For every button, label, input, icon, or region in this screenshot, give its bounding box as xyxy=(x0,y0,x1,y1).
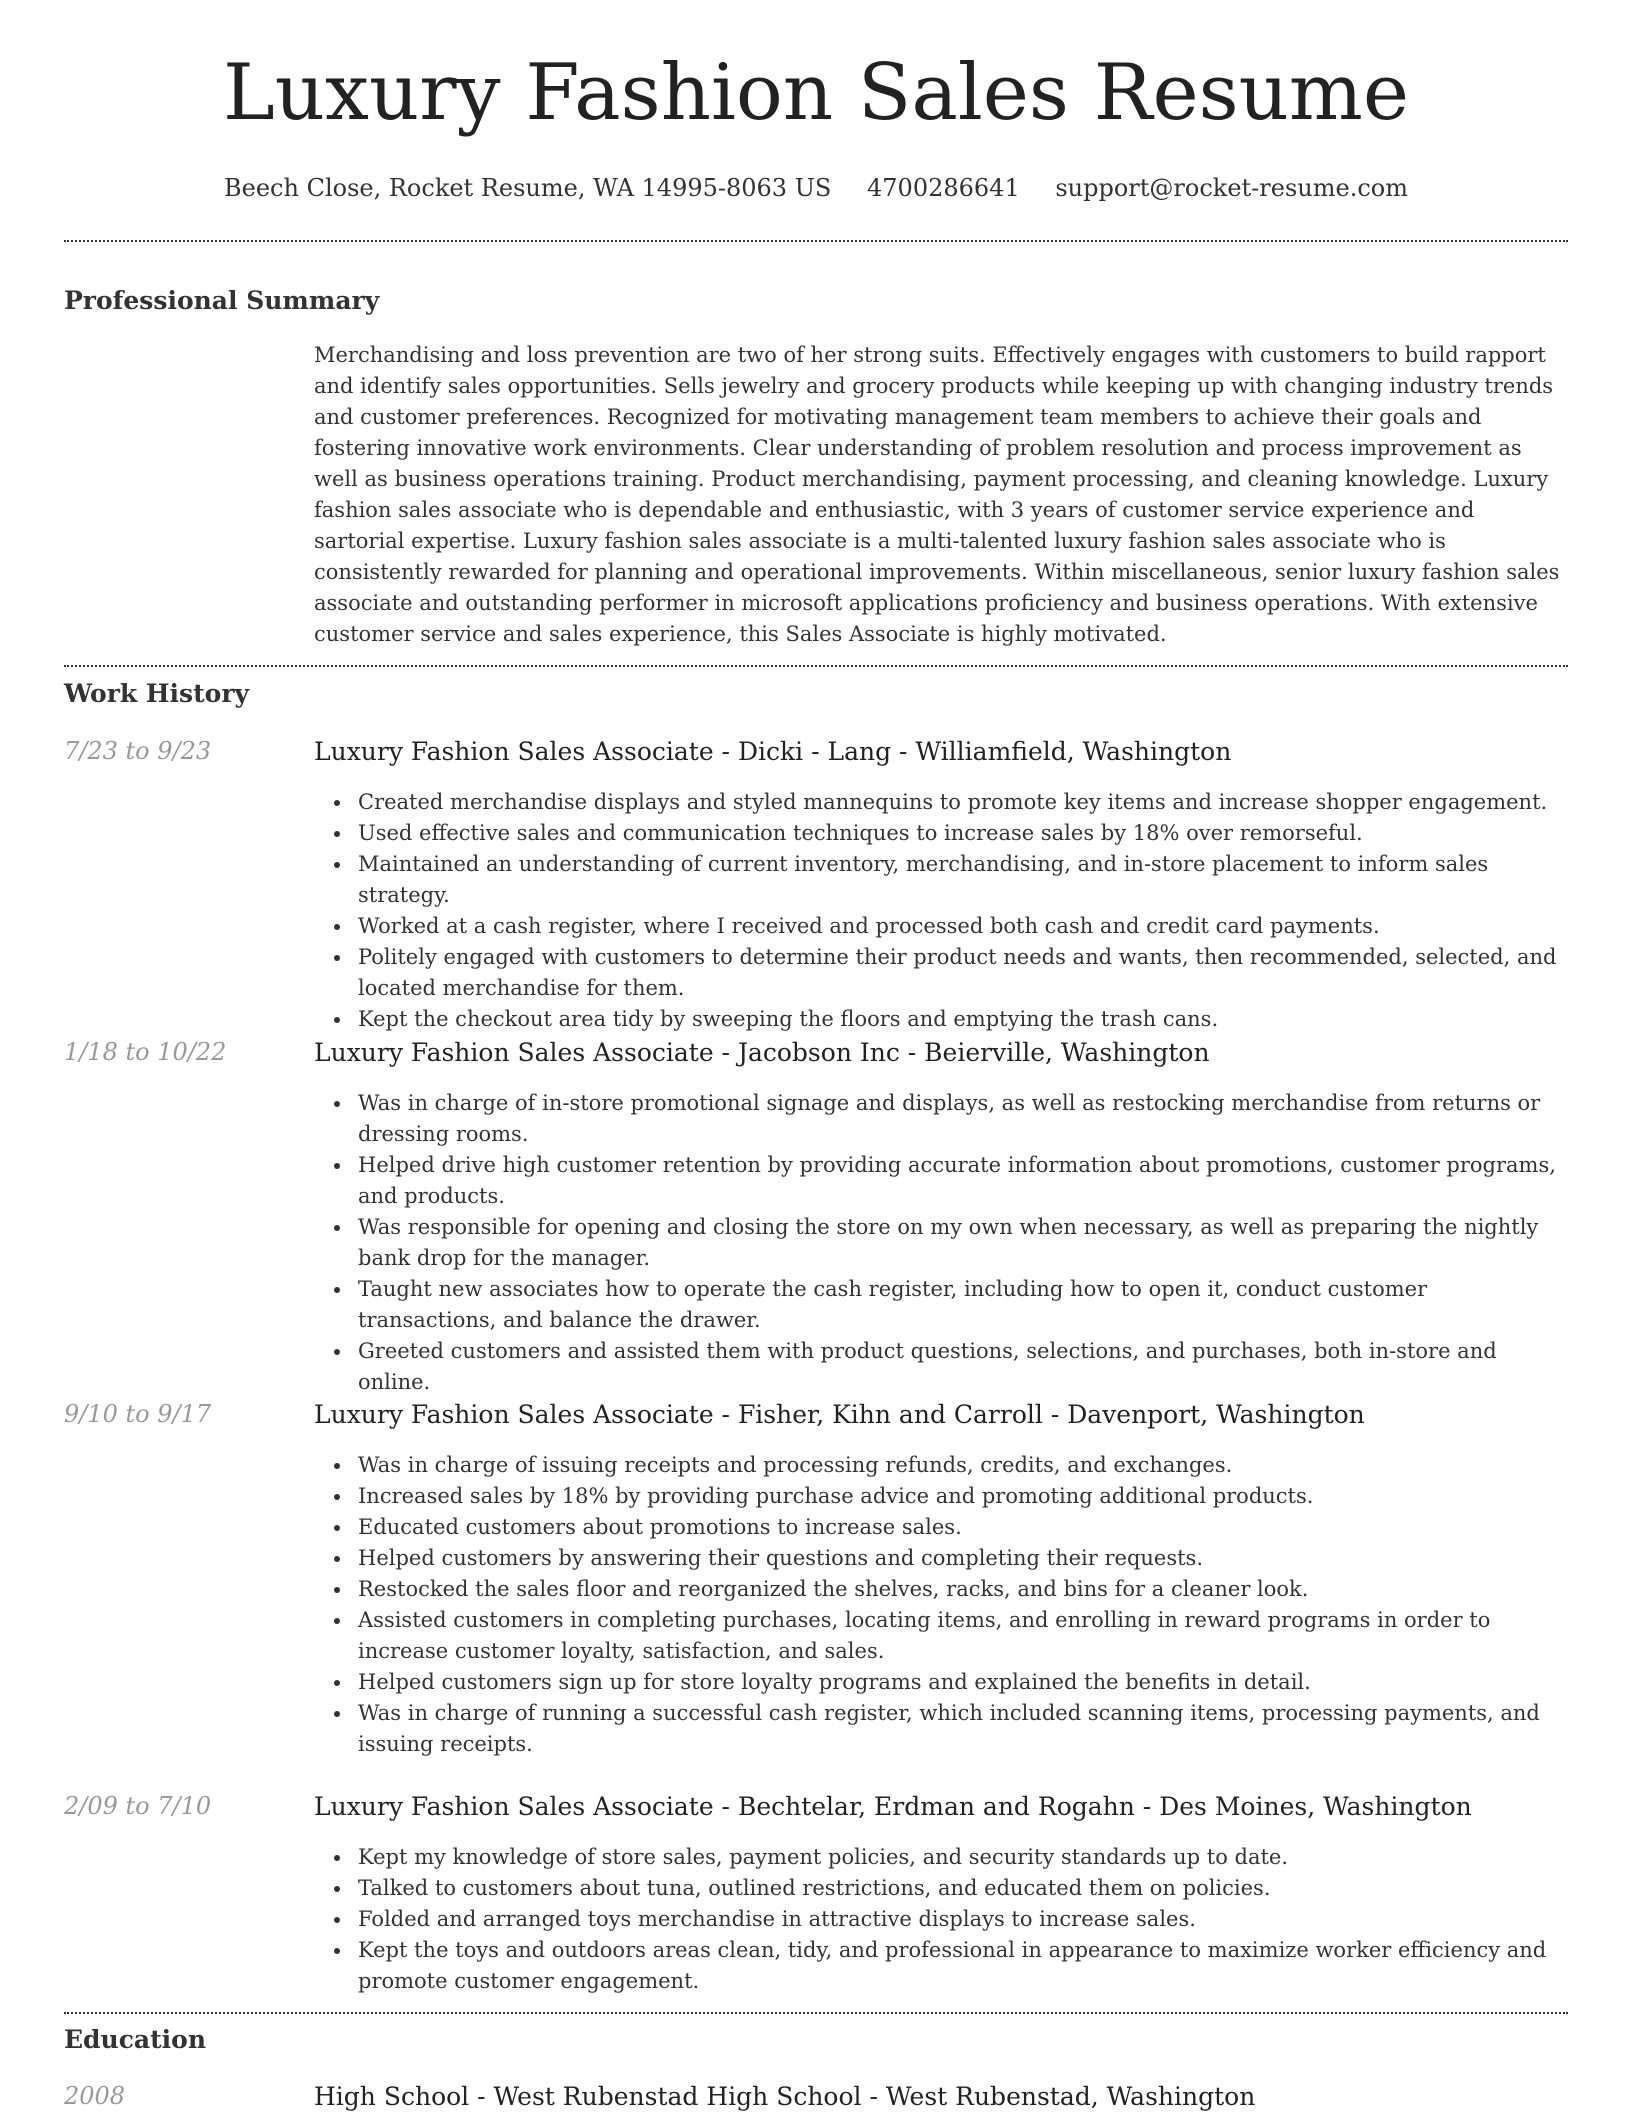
section-title-education: Education xyxy=(64,2025,207,2054)
education-entry xyxy=(64,2082,1568,2112)
list-item: Created merchandise displays and styled mannequins to promote key items and increase shopper engagement. xyxy=(314,787,1568,818)
contact-phone: 4700286641 xyxy=(867,174,1020,202)
job-bullets xyxy=(314,1842,1568,1997)
job-bullets xyxy=(314,1450,1568,1760)
list-item: Was responsible for opening and closing the store on my own when necessary, as well as preparing the nightly bank drop for the manager. xyxy=(314,1212,1568,1274)
list-item: Talked to customers about tuna, outlined restrictions, and educated them on policies. xyxy=(314,1873,1568,1904)
job-title: Luxury Fashion Sales Associate - Bechtelar, Erdman and Rogahn - Des Moines, Washington xyxy=(314,1792,1472,1821)
divider xyxy=(64,2012,1568,2014)
job-bullets xyxy=(314,1088,1568,1398)
contact-address: Beech Close, Rocket Resume, WA 14995-8063 US xyxy=(224,174,832,202)
list-item: Folded and arranged toys merchandise in attractive displays to increase sales. xyxy=(314,1904,1568,1935)
summary-text: Merchandising and loss prevention are two of her strong suits. Effectively engages with customers to build rapport and identify sales opportunities. Sells jewelry and grocery products while keeping up with changing industry trends and customer preferences. Recognized for motivating management team members to achieve their goals and fostering innovative work environments. Clear understanding of problem resolution and process improvement as well as business operations training. Product merchandising, payment processing, and cleaning knowledge. Luxury fashion sales associate who is dependable and enthusiastic, with 3 years of customer service experience and sartorial expertise. Luxury fashion sales associate is a multi-talented luxury fashion sales associate who is consistently rewarded for planning and operational improvements. Within miscellaneous, senior luxury fashion sales associate and outstanding performer in microsoft applications proficiency and business operations. With extensive customer service and sales experience, this Sales Associate is highly motivated. xyxy=(314,343,1560,646)
job-date: 1/18 to 10/22 xyxy=(64,1038,227,1066)
job-title: Luxury Fashion Sales Associate - Jacobson Inc - Beierville, Washington xyxy=(314,1038,1210,1067)
job-date: 2/09 to 7/10 xyxy=(64,1792,212,1820)
list-item: Maintained an understanding of current inventory, merchandising, and in-store placement to inform sales strategy. xyxy=(314,849,1568,911)
list-item: Helped drive high customer retention by providing accurate information about promotions, customer programs, and products. xyxy=(314,1150,1568,1212)
list-item: Educated customers about promotions to increase sales. xyxy=(314,1512,1568,1543)
job-title: Luxury Fashion Sales Associate - Fisher, Kihn and Carroll - Davenport, Washington xyxy=(314,1400,1365,1429)
job-entry xyxy=(64,1792,1568,2002)
list-item: Restocked the sales floor and reorganized the shelves, racks, and bins for a cleaner look. xyxy=(314,1574,1568,1605)
divider xyxy=(64,240,1568,242)
list-item: Greeted customers and assisted them with product questions, selections, and purchases, both in-store and online. xyxy=(314,1336,1568,1398)
list-item: Taught new associates how to operate the cash register, including how to open it, conduct customer transactions, and balance the drawer. xyxy=(314,1274,1568,1336)
education-date: 2008 xyxy=(64,2082,126,2110)
list-item: Was in charge of issuing receipts and processing refunds, credits, and exchanges. xyxy=(314,1450,1568,1481)
list-item: Worked at a cash register, where I received and processed both cash and credit card payments. xyxy=(314,911,1568,942)
resume-title: Luxury Fashion Sales Resume xyxy=(222,48,1410,138)
list-item: Kept the toys and outdoors areas clean, tidy, and professional in appearance to maximize worker efficiency and promote customer engagement. xyxy=(314,1935,1568,1997)
list-item: Used effective sales and communication techniques to increase sales by 18% over remorseful. xyxy=(314,818,1568,849)
list-item: Kept the checkout area tidy by sweeping the floors and emptying the trash cans. xyxy=(314,1004,1568,1035)
section-title-work-history: Work History xyxy=(64,679,250,708)
list-item: Increased sales by 18% by providing purchase advice and promoting additional products. xyxy=(314,1481,1568,1512)
list-item: Kept my knowledge of store sales, payment policies, and security standards up to date. xyxy=(314,1842,1568,1873)
job-entry xyxy=(64,737,1568,1031)
contact-email[interactable]: support@rocket-resume.com xyxy=(1055,174,1408,202)
job-title: Luxury Fashion Sales Associate - Dicki - Lang - Williamfield, Washington xyxy=(314,737,1232,766)
section-title-summary: Professional Summary xyxy=(64,286,380,315)
list-item: Politely engaged with customers to determine their product needs and wants, then recommended, selected, and located merchandise for them. xyxy=(314,942,1568,1004)
education-title: High School - West Rubenstad High School - West Rubenstad, Washington xyxy=(314,2082,1256,2111)
list-item: Assisted customers in completing purchases, locating items, and enrolling in reward programs in order to increase customer loyalty, satisfaction, and sales. xyxy=(314,1605,1568,1667)
job-date: 7/23 to 9/23 xyxy=(64,737,212,765)
list-item: Was in charge of in-store promotional signage and displays, as well as restocking merchandise from returns or dressing rooms. xyxy=(314,1088,1568,1150)
job-entry xyxy=(64,1038,1568,1394)
list-item: Was in charge of running a successful cash register, which included scanning items, processing payments, and issuing receipts. xyxy=(314,1698,1568,1760)
job-date: 9/10 to 9/17 xyxy=(64,1400,212,1428)
list-item: Helped customers sign up for store loyalty programs and explained the benefits in detail. xyxy=(314,1667,1568,1698)
job-bullets xyxy=(314,787,1568,1035)
job-entry xyxy=(64,1400,1568,1760)
divider xyxy=(64,665,1568,667)
list-item: Helped customers by answering their questions and completing their requests. xyxy=(314,1543,1568,1574)
contact-line xyxy=(0,174,1632,202)
